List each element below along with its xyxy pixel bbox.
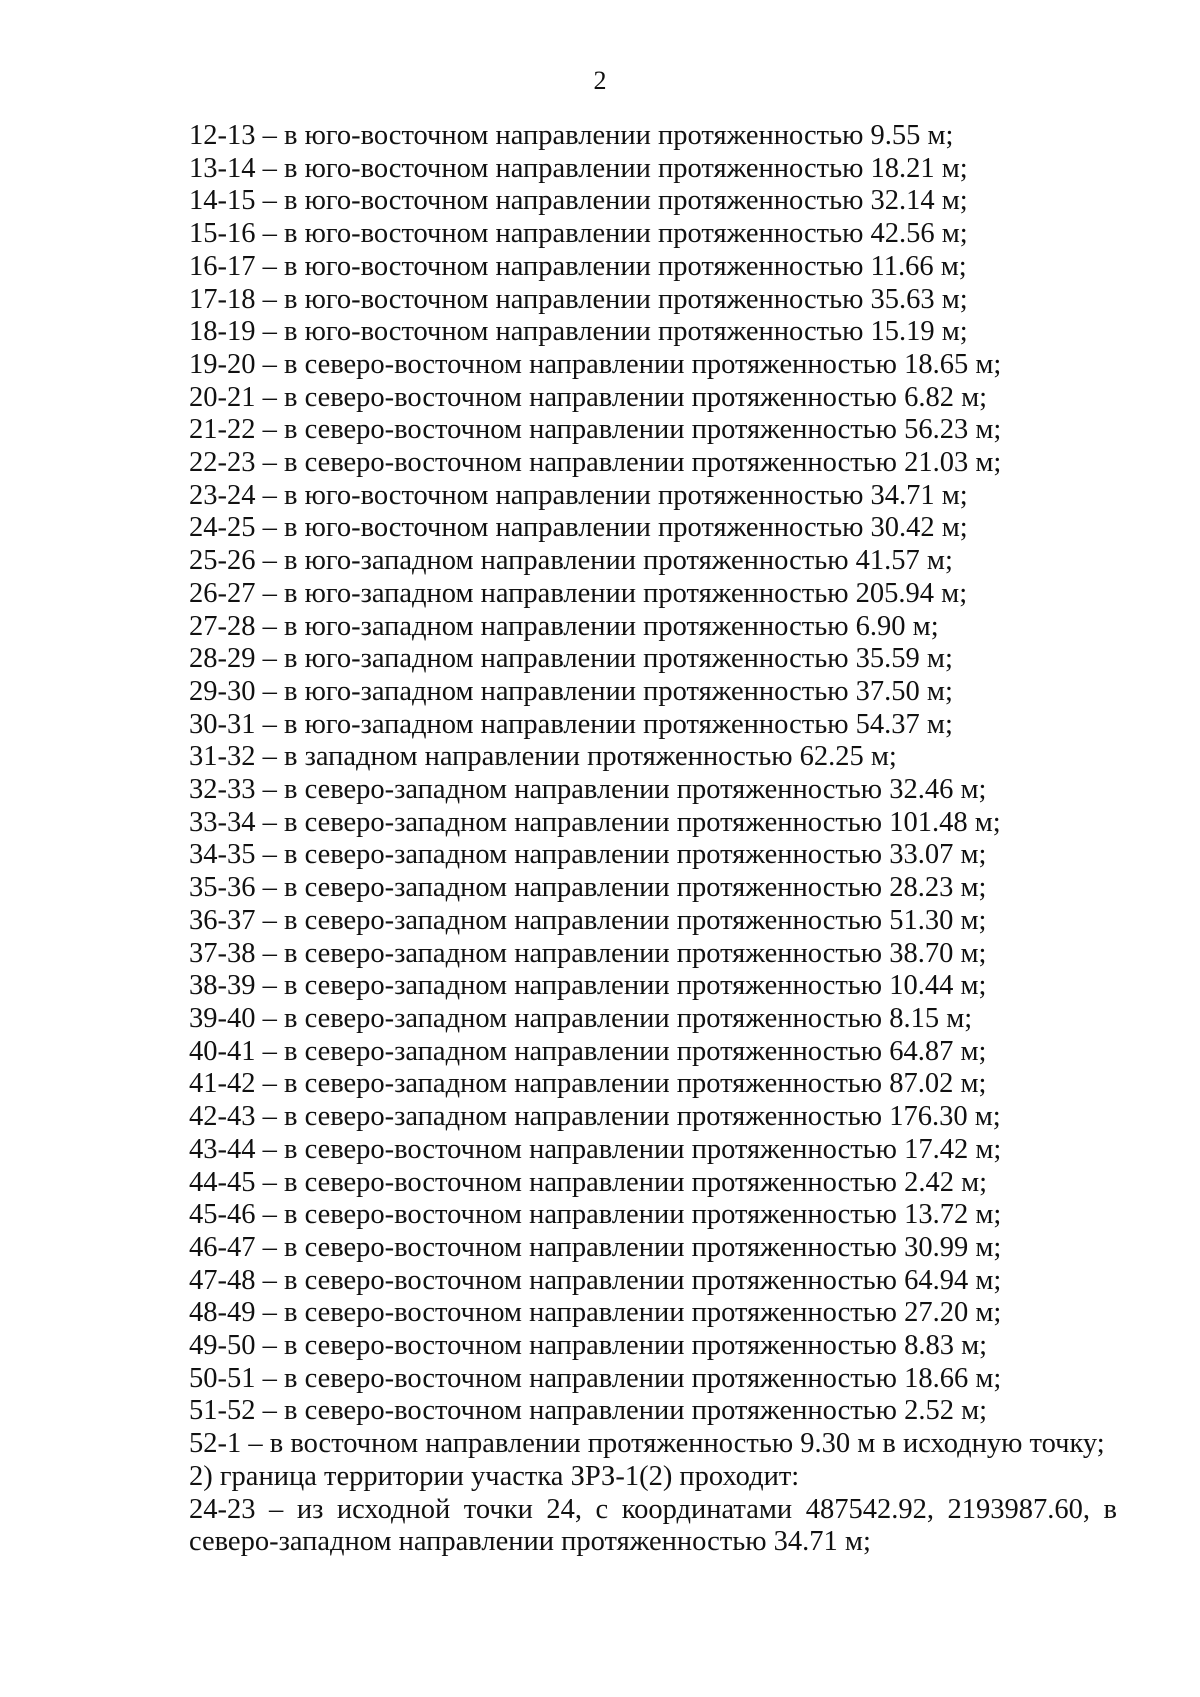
list-item: 32-33 – в северо-западном направлении протяженностью 32.46 м;: [189, 774, 987, 806]
list-item: 17-18 – в юго-восточном направлении протяженностью 35.63 м;: [189, 283, 968, 315]
list-item: 41-42 – в северо-западном направлении протяженностью 87.02 м;: [189, 1068, 987, 1100]
list-item: 46-47 – в северо-восточном направлении протяженностью 30.99 м;: [189, 1231, 1002, 1263]
list-item: 38-39 – в северо-западном направлении протяженностью 10.44 м;: [189, 970, 987, 1002]
list-item: 31-32 – в западном направлении протяженностью 62.25 м;: [189, 741, 897, 773]
list-item: 27-28 – в юго-западном направлении протяженностью 6.90 м;: [189, 610, 939, 642]
list-item: 51-52 – в северо-восточном направлении протяженностью 2.52 м;: [189, 1395, 988, 1427]
list-item: 34-35 – в северо-западном направлении протяженностью 33.07 м;: [189, 839, 987, 871]
list-item: 30-31 – в юго-западном направлении протяженностью 54.37 м;: [189, 708, 953, 740]
list-item: 44-45 – в северо-восточном направлении протяженностью 2.42 м;: [189, 1166, 988, 1198]
list-item: 47-48 – в северо-восточном направлении протяженностью 64.94 м;: [189, 1264, 1002, 1296]
list-item: 39-40 – в северо-западном направлении протяженностью 8.15 м;: [189, 1002, 973, 1034]
list-item: 40-41 – в северо-западном направлении протяженностью 64.87 м;: [189, 1035, 987, 1067]
list-item: 37-38 – в северо-западном направлении протяженностью 38.70 м;: [189, 937, 987, 969]
list-item: 36-37 – в северо-западном направлении протяженностью 51.30 м;: [189, 904, 987, 936]
list-item: 12-13 – в юго-восточном направлении протяженностью 9.55 м;: [189, 120, 954, 151]
list-item: 29-30 – в юго-западном направлении протяженностью 37.50 м;: [189, 675, 953, 707]
list-item: 43-44 – в северо-восточном направлении протяженностью 17.42 м;: [189, 1133, 1002, 1165]
section-heading: 2) граница территории участка ЗРЗ-1(2) проходит:: [189, 1460, 800, 1492]
list-item: 18-19 – в юго-восточном направлении протяженностью 15.19 м;: [189, 316, 968, 348]
list-item: 48-49 – в северо-восточном направлении протяженностью 27.20 м;: [189, 1297, 1002, 1329]
list-item: 42-43 – в северо-западном направлении протяженностью 176.30 м;: [189, 1101, 1001, 1133]
page-number: 2: [593, 66, 607, 95]
list-item: 16-17 – в юго-восточном направлении протяженностью 11.66 м;: [189, 250, 967, 282]
list-item: 50-51 – в северо-восточном направлении протяженностью 18.66 м;: [189, 1362, 1002, 1394]
list-item: 13-14 – в юго-восточном направлении протяженностью 18.21 м;: [189, 152, 968, 184]
document-body: [117, 120, 1117, 1559]
list-item: 15-16 – в юго-восточном направлении протяженностью 42.56 м;: [189, 218, 968, 250]
list-item: 25-26 – в юго-западном направлении протяженностью 41.57 м;: [189, 545, 953, 577]
list-item: 19-20 – в северо-восточном направлении протяженностью 18.65 м;: [189, 348, 1002, 380]
list-item: 14-15 – в юго-восточном направлении протяженностью 32.14 м;: [189, 185, 968, 217]
list-item: 24-25 – в юго-восточном направлении протяженностью 30.42 м;: [189, 512, 968, 544]
list-item: 52-1 – в восточном направлении протяженностью 9.30 м в исходную точку;: [189, 1428, 1105, 1460]
final-paragraph: 24-23 – из исходной точки 24, с координатами 487542.92, 2193987.60, в северо-западном направлении протяженностью 34.71 м;: [189, 1493, 1117, 1558]
list-item: 23-24 – в юго-восточном направлении протяженностью 34.71 м;: [189, 479, 968, 511]
list-item: 21-22 – в северо-восточном направлении протяженностью 56.23 м;: [189, 414, 1002, 446]
list-item: 22-23 – в северо-восточном направлении протяженностью 21.03 м;: [189, 447, 1002, 479]
list-item: 45-46 – в северо-восточном направлении протяженностью 13.72 м;: [189, 1199, 1002, 1231]
list-item: 35-36 – в северо-западном направлении протяженностью 28.23 м;: [189, 872, 987, 904]
list-item: 49-50 – в северо-восточном направлении протяженностью 8.83 м;: [189, 1330, 988, 1362]
list-item: 28-29 – в юго-западном направлении протяженностью 35.59 м;: [189, 643, 953, 675]
list-item: 26-27 – в юго-западном направлении протяженностью 205.94 м;: [189, 577, 968, 609]
list-item: 33-34 – в северо-западном направлении протяженностью 101.48 м;: [189, 806, 1001, 838]
list-item: 20-21 – в северо-восточном направлении протяженностью 6.82 м;: [189, 381, 988, 413]
